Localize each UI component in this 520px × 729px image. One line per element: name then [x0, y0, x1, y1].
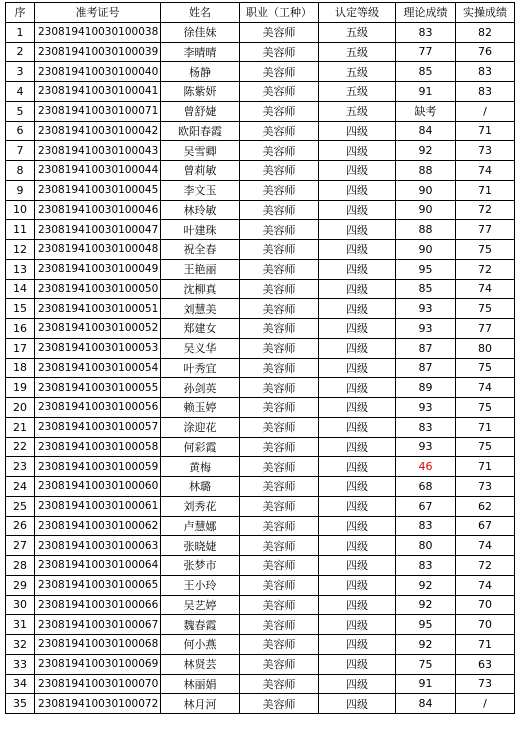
- col-practical-score-cell: 71: [456, 180, 515, 200]
- col-theory-score-cell: 83: [396, 556, 456, 576]
- col-index-cell: 17: [6, 338, 35, 358]
- col-level-cell: 四级: [319, 161, 396, 181]
- col-name-cell: 魏春霞: [161, 615, 240, 635]
- col-name-cell: 陈紫妍: [161, 82, 240, 102]
- table-row: [6, 62, 515, 82]
- col-theory-score-cell: 88: [396, 161, 456, 181]
- col-level-cell: 四级: [319, 635, 396, 655]
- col-name-cell: 欧阳春霞: [161, 121, 240, 141]
- col-level-cell: 四级: [319, 417, 396, 437]
- table-row: [6, 477, 515, 497]
- col-exam-id-cell: 230819410030100063: [35, 536, 161, 556]
- col-theory-score-cell: 90: [396, 200, 456, 220]
- col-theory-score-cell: 83: [396, 516, 456, 536]
- col-occupation-cell: 美容师: [240, 378, 319, 398]
- col-theory-score-cell: 92: [396, 575, 456, 595]
- col-name-cell: 沈柳真: [161, 279, 240, 299]
- col-exam-id-cell: 230819410030100056: [35, 398, 161, 418]
- col-index-cell: 23: [6, 457, 35, 477]
- col-theory-score-cell: 84: [396, 121, 456, 141]
- col-index-cell: 8: [6, 161, 35, 181]
- col-level-cell: 五级: [319, 42, 396, 62]
- col-exam-id-cell: 230819410030100067: [35, 615, 161, 635]
- col-level-cell: 四级: [319, 259, 396, 279]
- col-occupation-cell: 美容师: [240, 654, 319, 674]
- col-index-cell: 16: [6, 319, 35, 339]
- col-level-cell: 四级: [319, 299, 396, 319]
- table-row: [6, 575, 515, 595]
- col-index-cell: 32: [6, 635, 35, 655]
- col-level-cell: 五级: [319, 101, 396, 121]
- col-exam-id-cell: 230819410030100053: [35, 338, 161, 358]
- col-name-cell: 赖玉婷: [161, 398, 240, 418]
- table-row: [6, 556, 515, 576]
- col-level-cell: 四级: [319, 180, 396, 200]
- col-practical-score-cell: 70: [456, 595, 515, 615]
- col-name-cell: 王艳丽: [161, 259, 240, 279]
- col-occupation-cell: 美容师: [240, 694, 319, 714]
- col-exam-id-cell: 230819410030100071: [35, 101, 161, 121]
- col-name-cell: 林月河: [161, 694, 240, 714]
- col-exam-id-cell: 230819410030100061: [35, 496, 161, 516]
- col-level-cell: 五级: [319, 62, 396, 82]
- col-occupation-cell: 美容师: [240, 516, 319, 536]
- col-name-cell: 何彩霞: [161, 437, 240, 457]
- col-practical-score-cell: 72: [456, 259, 515, 279]
- col-theory-score-cell: 68: [396, 477, 456, 497]
- col-level-cell: 五级: [319, 22, 396, 42]
- col-practical-score-cell: 83: [456, 82, 515, 102]
- col-theory-score-cell: 缺考: [396, 101, 456, 121]
- col-name-cell: 刘秀花: [161, 496, 240, 516]
- col-theory-score-cell: 92: [396, 635, 456, 655]
- col-theory-score-cell: 85: [396, 62, 456, 82]
- col-name-cell: 孙剑英: [161, 378, 240, 398]
- col-exam-id-cell: 230819410030100054: [35, 358, 161, 378]
- col-occupation-cell: 美容师: [240, 398, 319, 418]
- col-name-cell: 林贤芸: [161, 654, 240, 674]
- col-name-cell: 张晓婕: [161, 536, 240, 556]
- col-theory-score-cell: 84: [396, 694, 456, 714]
- col-name-cell: 祝全春: [161, 240, 240, 260]
- col-index-cell: 19: [6, 378, 35, 398]
- header-col-occupation: 职业（工种）: [240, 3, 319, 23]
- col-theory-score-cell: 75: [396, 654, 456, 674]
- table-row: [6, 417, 515, 437]
- col-occupation-cell: 美容师: [240, 161, 319, 181]
- col-practical-score-cell: 75: [456, 437, 515, 457]
- col-name-cell: 吴义华: [161, 338, 240, 358]
- col-practical-score-cell: 75: [456, 398, 515, 418]
- col-exam-id-cell: 230819410030100042: [35, 121, 161, 141]
- col-level-cell: 四级: [319, 378, 396, 398]
- col-index-cell: 12: [6, 240, 35, 260]
- col-index-cell: 33: [6, 654, 35, 674]
- col-theory-score-cell: 83: [396, 22, 456, 42]
- col-theory-score-cell: 85: [396, 279, 456, 299]
- col-level-cell: 四级: [319, 536, 396, 556]
- col-name-cell: 黄梅: [161, 457, 240, 477]
- col-name-cell: 林璐: [161, 477, 240, 497]
- table-row: [6, 240, 515, 260]
- table-row: [6, 496, 515, 516]
- col-level-cell: 四级: [319, 220, 396, 240]
- col-practical-score-cell: 71: [456, 635, 515, 655]
- table-row: [6, 42, 515, 62]
- col-index-cell: 13: [6, 259, 35, 279]
- col-level-cell: 四级: [319, 595, 396, 615]
- col-occupation-cell: 美容师: [240, 457, 319, 477]
- col-practical-score-cell: 75: [456, 299, 515, 319]
- col-name-cell: 王小玲: [161, 575, 240, 595]
- col-theory-score-cell: 91: [396, 674, 456, 694]
- table-row: [6, 259, 515, 279]
- col-index-cell: 29: [6, 575, 35, 595]
- col-index-cell: 11: [6, 220, 35, 240]
- col-occupation-cell: 美容师: [240, 22, 319, 42]
- col-practical-score-cell: 63: [456, 654, 515, 674]
- col-practical-score-cell: 82: [456, 22, 515, 42]
- col-level-cell: 四级: [319, 516, 396, 536]
- col-index-cell: 14: [6, 279, 35, 299]
- col-level-cell: 四级: [319, 654, 396, 674]
- header-col-practical-score: 实操成绩: [456, 3, 515, 23]
- col-name-cell: 叶建珠: [161, 220, 240, 240]
- col-theory-score-cell: 91: [396, 82, 456, 102]
- col-occupation-cell: 美容师: [240, 358, 319, 378]
- col-practical-score-cell: /: [456, 694, 515, 714]
- col-occupation-cell: 美容师: [240, 121, 319, 141]
- col-level-cell: 四级: [319, 437, 396, 457]
- col-exam-id-cell: 230819410030100044: [35, 161, 161, 181]
- header-col-exam-id: 准考证号: [35, 3, 161, 23]
- col-index-cell: 25: [6, 496, 35, 516]
- col-occupation-cell: 美容师: [240, 575, 319, 595]
- col-exam-id-cell: 230819410030100051: [35, 299, 161, 319]
- col-exam-id-cell: 230819410030100057: [35, 417, 161, 437]
- table-body: [6, 22, 515, 713]
- col-theory-score-cell: 87: [396, 358, 456, 378]
- col-theory-score-cell: 77: [396, 42, 456, 62]
- col-index-cell: 2: [6, 42, 35, 62]
- col-index-cell: 34: [6, 674, 35, 694]
- col-practical-score-cell: 80: [456, 338, 515, 358]
- col-practical-score-cell: 74: [456, 536, 515, 556]
- header-col-theory-score: 理论成绩: [396, 3, 456, 23]
- col-theory-score-cell: 90: [396, 180, 456, 200]
- col-occupation-cell: 美容师: [240, 240, 319, 260]
- col-index-cell: 30: [6, 595, 35, 615]
- col-exam-id-cell: 230819410030100066: [35, 595, 161, 615]
- col-occupation-cell: 美容师: [240, 674, 319, 694]
- col-level-cell: 四级: [319, 338, 396, 358]
- col-level-cell: 四级: [319, 575, 396, 595]
- col-exam-id-cell: 230819410030100069: [35, 654, 161, 674]
- col-name-cell: 吴雪卿: [161, 141, 240, 161]
- col-name-cell: 卢慧娜: [161, 516, 240, 536]
- col-practical-score-cell: 71: [456, 417, 515, 437]
- table-row: [6, 319, 515, 339]
- col-index-cell: 27: [6, 536, 35, 556]
- col-exam-id-cell: 230819410030100049: [35, 259, 161, 279]
- col-occupation-cell: 美容师: [240, 556, 319, 576]
- col-occupation-cell: 美容师: [240, 595, 319, 615]
- col-index-cell: 24: [6, 477, 35, 497]
- col-index-cell: 15: [6, 299, 35, 319]
- col-level-cell: 四级: [319, 240, 396, 260]
- col-theory-score-cell: 46: [396, 457, 456, 477]
- table-row: [6, 161, 515, 181]
- col-index-cell: 35: [6, 694, 35, 714]
- col-practical-score-cell: 75: [456, 240, 515, 260]
- table-row: [6, 82, 515, 102]
- col-exam-id-cell: 230819410030100059: [35, 457, 161, 477]
- col-index-cell: 3: [6, 62, 35, 82]
- header-col-level: 认定等级: [319, 3, 396, 23]
- col-exam-id-cell: 230819410030100058: [35, 437, 161, 457]
- col-exam-id-cell: 230819410030100047: [35, 220, 161, 240]
- col-index-cell: 18: [6, 358, 35, 378]
- col-theory-score-cell: 92: [396, 595, 456, 615]
- col-name-cell: 张梦市: [161, 556, 240, 576]
- col-occupation-cell: 美容师: [240, 299, 319, 319]
- col-exam-id-cell: 230819410030100048: [35, 240, 161, 260]
- col-occupation-cell: 美容师: [240, 319, 319, 339]
- col-level-cell: 四级: [319, 496, 396, 516]
- col-theory-score-cell: 89: [396, 378, 456, 398]
- col-occupation-cell: 美容师: [240, 82, 319, 102]
- table-row: [6, 121, 515, 141]
- table-row: [6, 200, 515, 220]
- col-exam-id-cell: 230819410030100046: [35, 200, 161, 220]
- col-exam-id-cell: 230819410030100038: [35, 22, 161, 42]
- table-row: [6, 595, 515, 615]
- table-row: [6, 141, 515, 161]
- col-index-cell: 10: [6, 200, 35, 220]
- col-exam-id-cell: 230819410030100041: [35, 82, 161, 102]
- col-practical-score-cell: 76: [456, 42, 515, 62]
- col-level-cell: 四级: [319, 615, 396, 635]
- table-row: [6, 220, 515, 240]
- col-occupation-cell: 美容师: [240, 417, 319, 437]
- col-name-cell: 林玲敏: [161, 200, 240, 220]
- col-practical-score-cell: 75: [456, 358, 515, 378]
- col-theory-score-cell: 87: [396, 338, 456, 358]
- col-name-cell: 李晴晴: [161, 42, 240, 62]
- col-exam-id-cell: 230819410030100064: [35, 556, 161, 576]
- col-exam-id-cell: 230819410030100045: [35, 180, 161, 200]
- col-theory-score-cell: 93: [396, 437, 456, 457]
- col-occupation-cell: 美容师: [240, 180, 319, 200]
- col-level-cell: 四级: [319, 319, 396, 339]
- col-theory-score-cell: 80: [396, 536, 456, 556]
- col-practical-score-cell: 72: [456, 556, 515, 576]
- table-row: [6, 180, 515, 200]
- col-practical-score-cell: 74: [456, 378, 515, 398]
- col-name-cell: 郑建女: [161, 319, 240, 339]
- col-level-cell: 五级: [319, 82, 396, 102]
- col-index-cell: 1: [6, 22, 35, 42]
- col-practical-score-cell: 74: [456, 575, 515, 595]
- table-row: [6, 694, 515, 714]
- col-practical-score-cell: 83: [456, 62, 515, 82]
- col-exam-id-cell: 230819410030100072: [35, 694, 161, 714]
- col-level-cell: 四级: [319, 358, 396, 378]
- table-row: [6, 279, 515, 299]
- col-practical-score-cell: 74: [456, 279, 515, 299]
- col-exam-id-cell: 230819410030100060: [35, 477, 161, 497]
- col-occupation-cell: 美容师: [240, 279, 319, 299]
- col-level-cell: 四级: [319, 556, 396, 576]
- col-exam-id-cell: 230819410030100040: [35, 62, 161, 82]
- table-row: [6, 674, 515, 694]
- col-occupation-cell: 美容师: [240, 477, 319, 497]
- col-index-cell: 26: [6, 516, 35, 536]
- col-exam-id-cell: 230819410030100068: [35, 635, 161, 655]
- table-row: [6, 358, 515, 378]
- col-occupation-cell: 美容师: [240, 200, 319, 220]
- score-table: [5, 2, 515, 714]
- col-occupation-cell: 美容师: [240, 635, 319, 655]
- table-row: [6, 22, 515, 42]
- col-index-cell: 5: [6, 101, 35, 121]
- col-index-cell: 7: [6, 141, 35, 161]
- col-practical-score-cell: 71: [456, 457, 515, 477]
- col-practical-score-cell: 74: [456, 161, 515, 181]
- col-index-cell: 4: [6, 82, 35, 102]
- col-exam-id-cell: 230819410030100052: [35, 319, 161, 339]
- col-name-cell: 刘慧美: [161, 299, 240, 319]
- col-practical-score-cell: 73: [456, 141, 515, 161]
- col-name-cell: 曾舒婕: [161, 101, 240, 121]
- col-exam-id-cell: 230819410030100065: [35, 575, 161, 595]
- col-theory-score-cell: 83: [396, 417, 456, 437]
- col-theory-score-cell: 95: [396, 615, 456, 635]
- col-exam-id-cell: 230819410030100050: [35, 279, 161, 299]
- table-row: [6, 437, 515, 457]
- col-index-cell: 22: [6, 437, 35, 457]
- col-exam-id-cell: 230819410030100055: [35, 378, 161, 398]
- col-level-cell: 四级: [319, 694, 396, 714]
- col-index-cell: 28: [6, 556, 35, 576]
- header-col-index: 序: [6, 3, 35, 23]
- col-name-cell: 徐佳妹: [161, 22, 240, 42]
- col-practical-score-cell: 77: [456, 319, 515, 339]
- col-name-cell: 何小燕: [161, 635, 240, 655]
- table-row: [6, 654, 515, 674]
- col-theory-score-cell: 67: [396, 496, 456, 516]
- col-practical-score-cell: 77: [456, 220, 515, 240]
- col-occupation-cell: 美容师: [240, 141, 319, 161]
- col-occupation-cell: 美容师: [240, 42, 319, 62]
- col-occupation-cell: 美容师: [240, 259, 319, 279]
- col-level-cell: 四级: [319, 279, 396, 299]
- col-occupation-cell: 美容师: [240, 62, 319, 82]
- col-level-cell: 四级: [319, 141, 396, 161]
- col-practical-score-cell: 67: [456, 516, 515, 536]
- col-occupation-cell: 美容师: [240, 220, 319, 240]
- col-practical-score-cell: 73: [456, 477, 515, 497]
- table-row: [6, 398, 515, 418]
- col-practical-score-cell: 73: [456, 674, 515, 694]
- col-name-cell: 曾莉敏: [161, 161, 240, 181]
- col-index-cell: 31: [6, 615, 35, 635]
- col-theory-score-cell: 90: [396, 240, 456, 260]
- col-level-cell: 四级: [319, 398, 396, 418]
- col-index-cell: 20: [6, 398, 35, 418]
- col-practical-score-cell: /: [456, 101, 515, 121]
- col-exam-id-cell: 230819410030100043: [35, 141, 161, 161]
- table-row: [6, 101, 515, 121]
- col-theory-score-cell: 93: [396, 319, 456, 339]
- col-index-cell: 9: [6, 180, 35, 200]
- col-theory-score-cell: 93: [396, 299, 456, 319]
- col-theory-score-cell: 95: [396, 259, 456, 279]
- col-practical-score-cell: 62: [456, 496, 515, 516]
- col-theory-score-cell: 92: [396, 141, 456, 161]
- table-row: [6, 536, 515, 556]
- col-occupation-cell: 美容师: [240, 615, 319, 635]
- col-name-cell: 涂迎花: [161, 417, 240, 437]
- table-row: [6, 378, 515, 398]
- table-row: [6, 299, 515, 319]
- col-theory-score-cell: 88: [396, 220, 456, 240]
- table-row: [6, 457, 515, 477]
- col-level-cell: 四级: [319, 477, 396, 497]
- col-occupation-cell: 美容师: [240, 437, 319, 457]
- col-name-cell: 吴艺婷: [161, 595, 240, 615]
- col-occupation-cell: 美容师: [240, 536, 319, 556]
- table-row: [6, 338, 515, 358]
- col-exam-id-cell: 230819410030100070: [35, 674, 161, 694]
- header-col-name: 姓名: [161, 3, 240, 23]
- col-practical-score-cell: 72: [456, 200, 515, 220]
- col-name-cell: 林丽娟: [161, 674, 240, 694]
- table-row: [6, 516, 515, 536]
- col-occupation-cell: 美容师: [240, 338, 319, 358]
- col-practical-score-cell: 71: [456, 121, 515, 141]
- col-name-cell: 李文玉: [161, 180, 240, 200]
- col-occupation-cell: 美容师: [240, 101, 319, 121]
- col-level-cell: 四级: [319, 674, 396, 694]
- col-name-cell: 叶秀宜: [161, 358, 240, 378]
- col-theory-score-cell: 93: [396, 398, 456, 418]
- col-exam-id-cell: 230819410030100062: [35, 516, 161, 536]
- col-practical-score-cell: 70: [456, 615, 515, 635]
- col-level-cell: 四级: [319, 200, 396, 220]
- table-row: [6, 635, 515, 655]
- col-occupation-cell: 美容师: [240, 496, 319, 516]
- table-row: [6, 615, 515, 635]
- col-level-cell: 四级: [319, 121, 396, 141]
- col-exam-id-cell: 230819410030100039: [35, 42, 161, 62]
- col-index-cell: 6: [6, 121, 35, 141]
- col-level-cell: 四级: [319, 457, 396, 477]
- col-index-cell: 21: [6, 417, 35, 437]
- header-row: [6, 3, 515, 23]
- col-name-cell: 杨静: [161, 62, 240, 82]
